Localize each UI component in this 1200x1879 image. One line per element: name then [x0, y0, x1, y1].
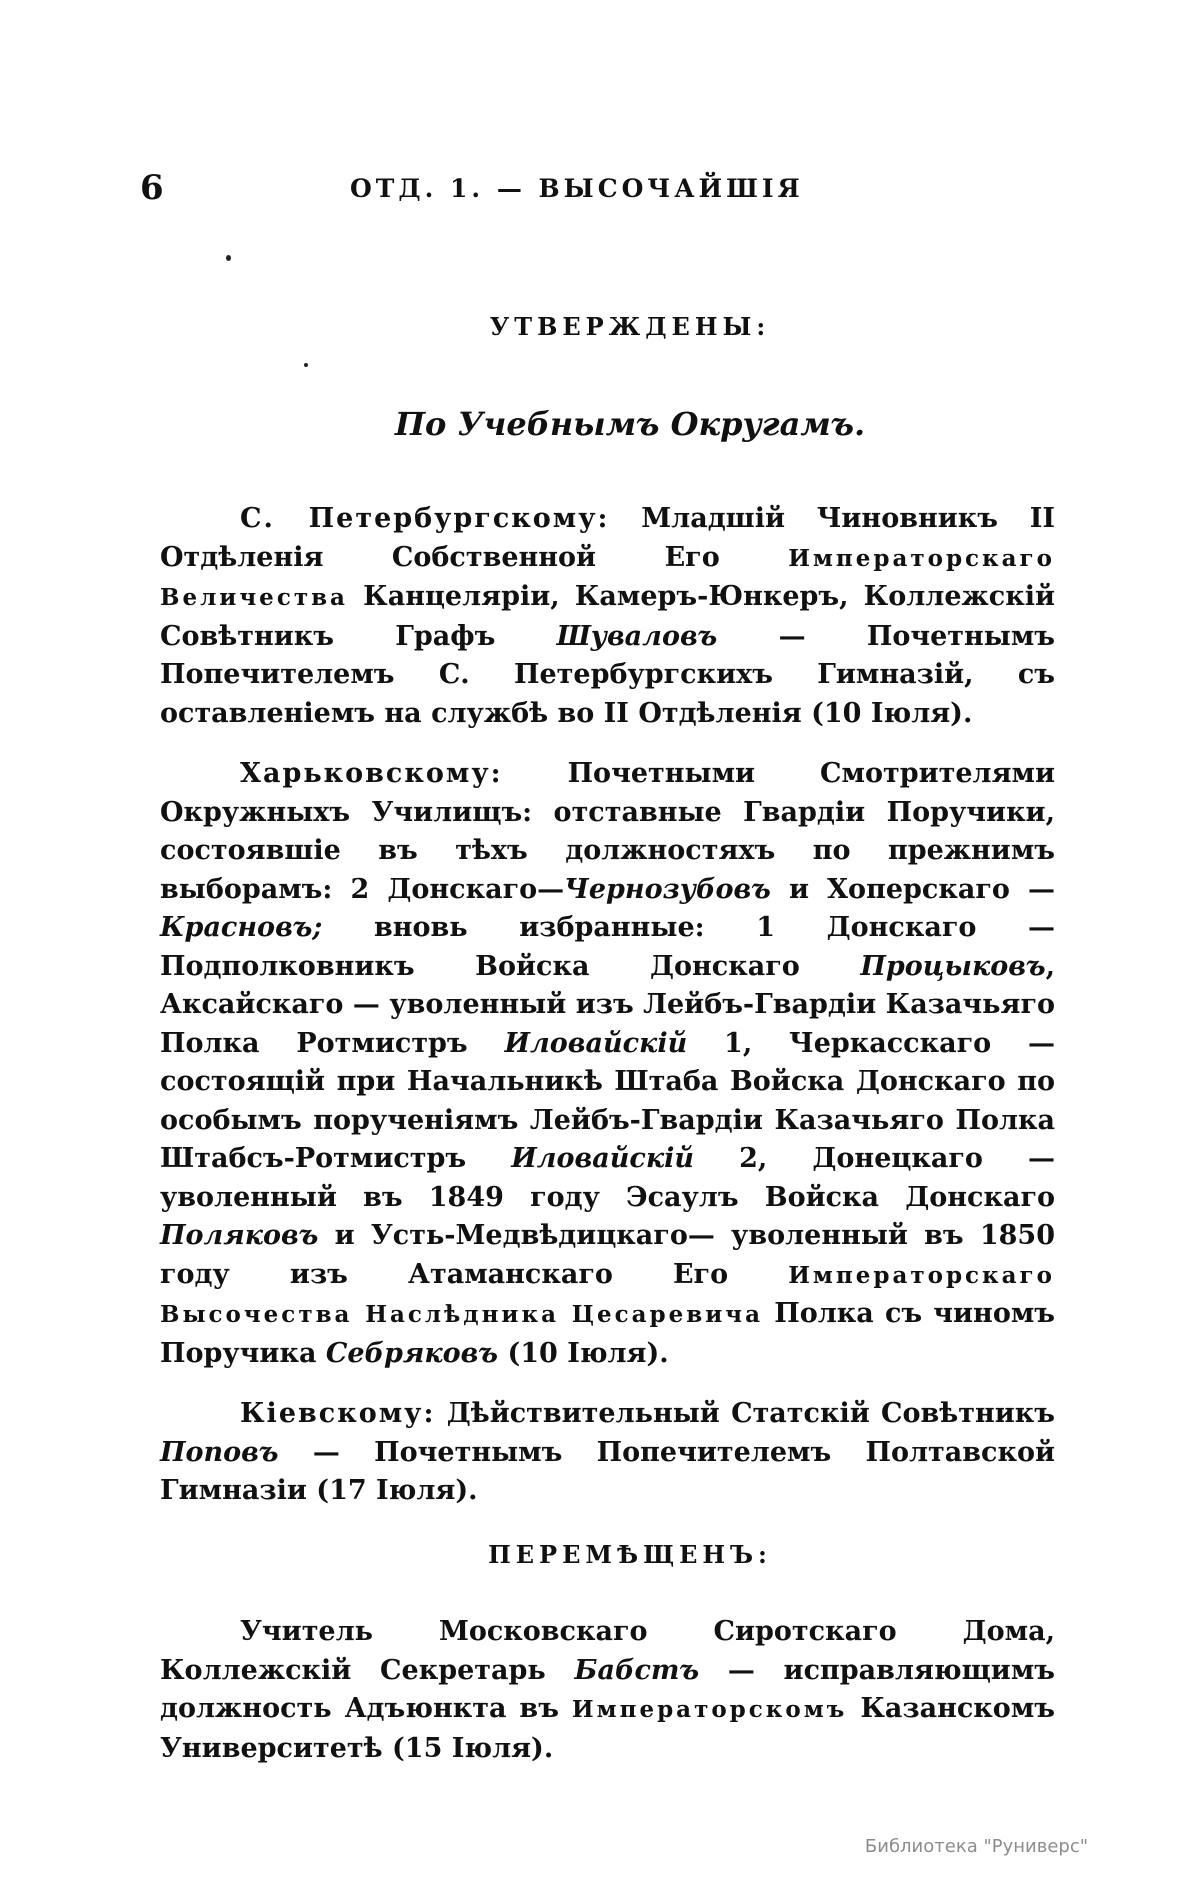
print-speck — [304, 363, 308, 367]
page-number: 6 — [140, 168, 164, 208]
person-name: Процыковъ — [860, 950, 1046, 982]
person-name: Себряковъ — [325, 1337, 499, 1369]
section-heading-transferred: ПЕРЕМѢЩЕНЪ: — [488, 1540, 772, 1569]
paragraph-petersburg: С. Петербургскому: Младшій Чиновникъ II Отдѣленія Собственной Его Императорскаго Величества Канцеляріи, Камеръ-Юнкеръ, Коллежскій Совѣтникъ Графъ Шуваловъ — Почетнымъ Попечителемъ С. Петербургскихъ Гимназій, съ оставленіемъ на службѣ во II Отдѣленія (10 Іюля). — [160, 503, 1055, 729]
district-name: Кіевскому: — [240, 1398, 436, 1429]
person-name: Шуваловъ — [556, 620, 718, 652]
honorific-text: Императорскаго Высочества Наслѣдника Цесаревича — [160, 1261, 1055, 1328]
person-name: Иловайскій — [504, 1027, 688, 1059]
paragraph-kiev: Кіевскому: Дѣйствительный Статскій Совѣтникъ Поповъ — Почетнымъ Попечителемъ Полтавской Гимназіи (17 Іюля). — [160, 1398, 1055, 1506]
paragraph-kharkov: Харьковскому: Почетными Смотрителями Окружныхъ Училищъ: отставные Гвардіи Поручики, состоявшіе въ тѣхъ должностяхъ по прежнимъ выборамъ: 2 Донскаго—Чернозубовъ и Хоперскаго — Красновъ; вновь избранные: 1 Донскаго — Подполковникъ Войска Донскаго Процыковъ, Аксайскаго — уволенный изъ Лейбъ-Гвардіи Казачьяго Полка Ротмистръ Иловайскій 1, Черкасскаго — состоящій при Начальникѣ Штаба Войска Донскаго по особымъ порученіямъ Лейбъ-Гвардіи Казачьяго Полка Штабсъ-Ротмистръ Иловайскій 2, Донецкаго — уволенный въ 1849 году Эсаулъ Войска Донскаго Поляковъ и Усть-Медвѣдицкаго— уволенный въ 1850 году изъ Атаманскаго Его Императорскаго Высочества Наслѣдника Цесаревича Полка съ чиномъ Поручика Себряковъ (10 Іюля). — [160, 758, 1056, 1369]
section-subheading: По Учебнымъ Округамъ. — [394, 405, 866, 443]
transferred-entries — [160, 1613, 1055, 1768]
district-name: С. Петербургскому: — [240, 503, 610, 534]
honorific-text: Императорскаго Величества — [160, 544, 1055, 611]
district-name: Харьковскому: — [240, 758, 503, 789]
person-name: Бабстъ — [574, 1654, 700, 1686]
running-title: ОТД. 1. — ВЫСОЧАЙШІЯ — [350, 174, 804, 203]
person-name: Иловайскій — [511, 1143, 694, 1174]
person-name: Поповъ — [160, 1436, 279, 1468]
person-name: Поляковъ — [160, 1220, 319, 1251]
approved-entries — [160, 500, 1055, 1511]
paragraph-transfer: Учитель Московскаго Сиротскаго Дома, Коллежскій Секретарь Бабстъ — исправляющимъ должность Адъюнкта въ Императорскомъ Казанскомъ Университетѣ (15 Іюля). — [160, 1616, 1055, 1764]
running-head — [140, 168, 1060, 208]
library-watermark: Библиотека "Руниверс" — [864, 1836, 1088, 1857]
honorific-text: Императорскомъ — [571, 1696, 848, 1723]
person-name: Чернозубовъ — [564, 873, 771, 905]
section-heading-approved: УТВЕРЖДЕНЫ: — [489, 312, 771, 341]
person-name: Красновъ; — [160, 912, 323, 943]
print-speck — [226, 255, 231, 261]
